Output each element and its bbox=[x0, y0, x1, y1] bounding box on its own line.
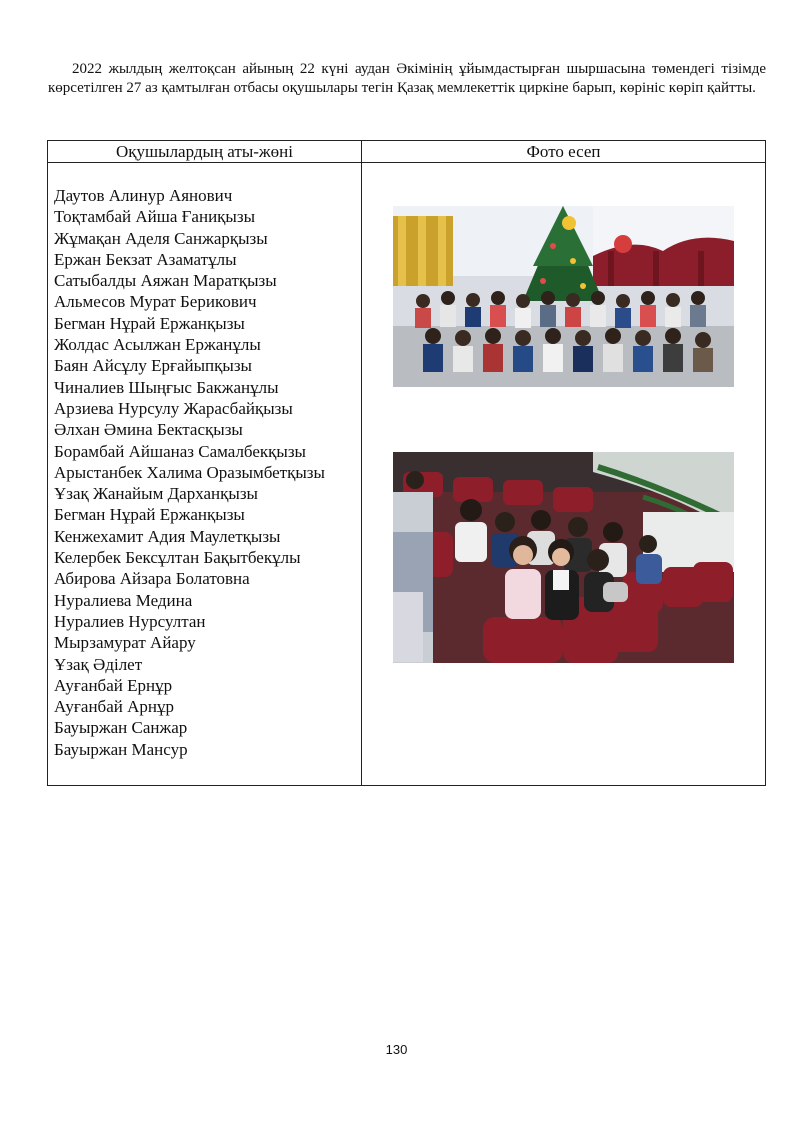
header-row bbox=[48, 141, 766, 163]
photo-column-header: Фото есеп bbox=[362, 141, 766, 163]
group-photo-christmas-tree bbox=[393, 206, 734, 387]
student-name: Әлхан Әмина Бектасқызы bbox=[54, 420, 243, 440]
page-number: 130 bbox=[385, 1042, 408, 1057]
student-name: Келербек Бексұлтан Бақытбекұлы bbox=[54, 548, 301, 568]
christmas-tree-photo-image bbox=[393, 206, 734, 387]
student-name: Жолдас Асылжан Ержанұлы bbox=[54, 335, 261, 355]
student-name: Жұмақан Аделя Санжарқызы bbox=[54, 228, 268, 248]
photo-cell bbox=[362, 163, 766, 786]
circus-seats-photo bbox=[393, 452, 734, 663]
student-name: Бегман Нұрай Ержанқызы bbox=[54, 313, 245, 333]
student-names-list bbox=[48, 163, 361, 760]
student-name: Арыстанбек Халима Оразымбетқызы bbox=[54, 462, 325, 482]
student-name: Ұзақ Әділет bbox=[54, 654, 143, 674]
student-name: Альмесов Мурат Берикович bbox=[54, 292, 257, 312]
student-name: Арзиева Нурсулу Жарасбайқызы bbox=[54, 398, 293, 418]
student-name: Нуралиева Медина bbox=[54, 590, 193, 610]
student-name: Даутов Алинур Аянович bbox=[54, 186, 233, 205]
student-name: Ұзақ Жанайым Дарханқызы bbox=[54, 484, 258, 504]
student-name: Ауғанбай Арнұр bbox=[54, 697, 174, 717]
student-name: Мырзамурат Айару bbox=[54, 633, 196, 653]
body-row bbox=[48, 163, 766, 786]
student-name: Ержан Бекзат Азаматұлы bbox=[54, 249, 237, 269]
student-name: Нуралиев Нурсултан bbox=[54, 611, 206, 631]
student-name: Ауғанбай Ернұр bbox=[54, 675, 173, 695]
names-cell bbox=[48, 163, 362, 786]
student-name: Кенжехамит Адия Маулетқызы bbox=[54, 526, 281, 546]
student-name: Борамбай Айшаназ Самалбекқызы bbox=[54, 441, 306, 461]
student-name: Бауыржан Мансур bbox=[54, 739, 188, 759]
student-name: Тоқтамбай Айша Ғаниқызы bbox=[54, 207, 255, 227]
student-name: Бегман Нұрай Ержанқызы bbox=[54, 505, 245, 525]
intro-paragraph: 2022 жылдың желтоқсан айының 22 күні аудан Әкімінің ұйымдастырған шыршасына төмендегі тізімде көрсетілген 27 аз қамтылған отбасы оқушылары тегін Қазақ мемлекеттік циркіне барып, көрініс көріп қайтты. bbox=[48, 61, 766, 96]
student-name: Сатыбалды Аяжан Маратқызы bbox=[54, 271, 277, 291]
student-name: Чиналиев Шыңғыс Бакжанұлы bbox=[54, 377, 279, 397]
names-column-header: Оқушылардың аты-жөні bbox=[48, 141, 362, 163]
student-name: Бауыржан Санжар bbox=[54, 718, 188, 738]
student-name: Абирова Айзара Болатовна bbox=[54, 569, 250, 589]
circus-seats-photo-image bbox=[393, 452, 734, 663]
report-table bbox=[47, 140, 766, 786]
student-name: Баян Айсұлу Ерғайыпқызы bbox=[54, 356, 252, 376]
